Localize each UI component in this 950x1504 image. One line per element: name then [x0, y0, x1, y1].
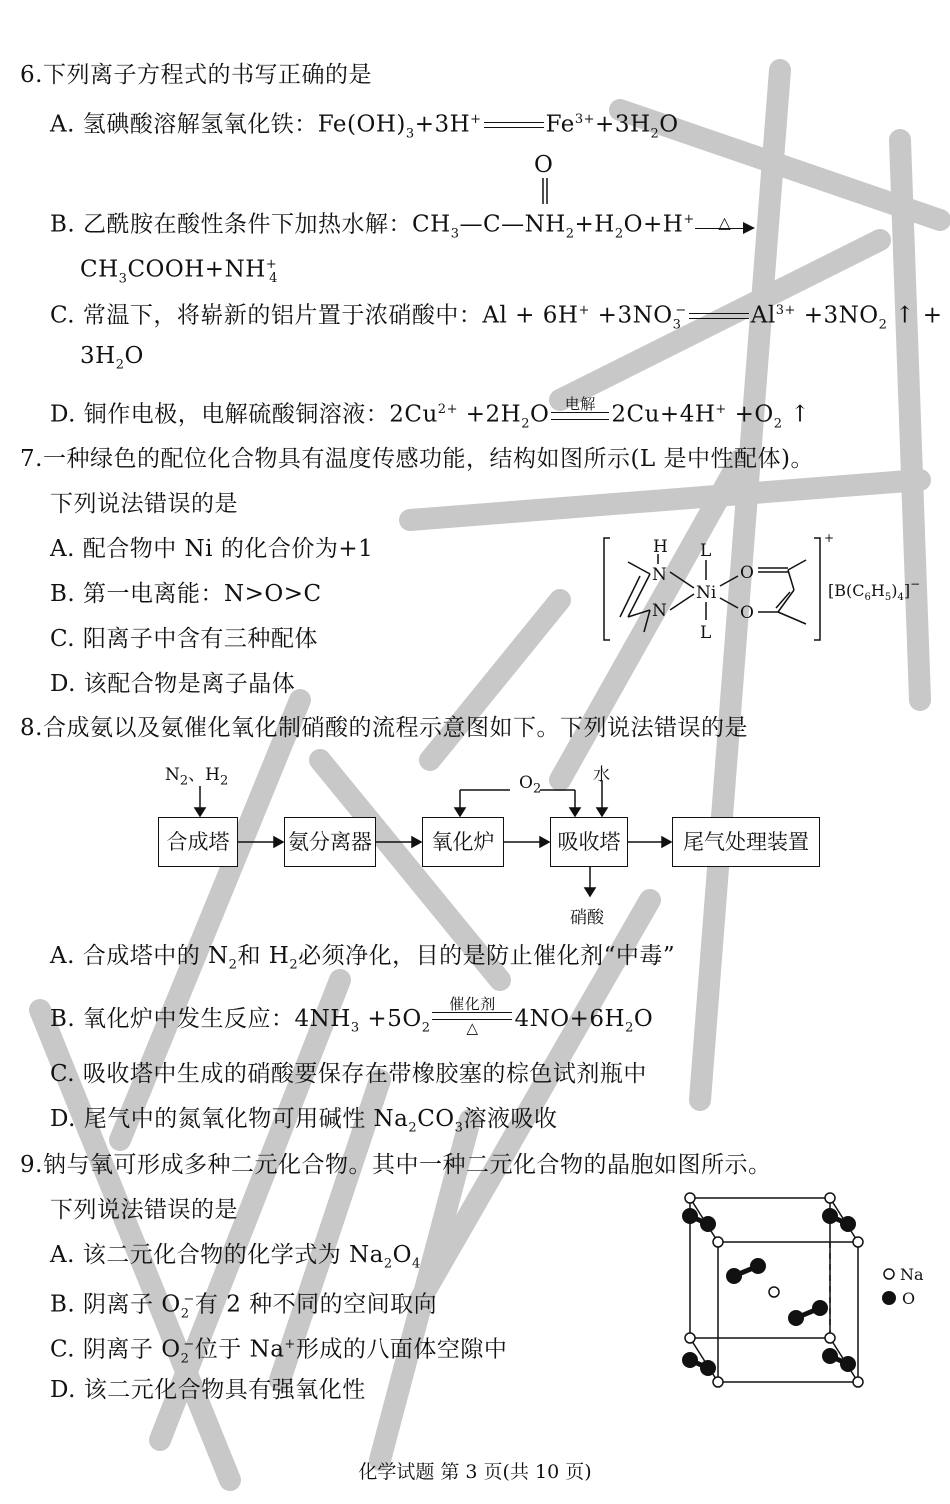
flow-acid-label: 硝酸 [570, 908, 604, 928]
q8-option-d: D. 尾气中的氮氧化物可用碱性 $Na_2CO_3$溶液吸收 [50, 1106, 558, 1136]
carbonyl-o: O [534, 152, 554, 178]
ligand-l-bottom-label: L [700, 623, 712, 643]
nickel-label: Ni [696, 583, 717, 603]
q7-option-c: C. 阳离子中含有三种配体 [50, 626, 318, 652]
na-atom [769, 1287, 779, 1297]
q9-stem-line2: 下列说法错误的是 [50, 1197, 238, 1223]
flow-box-absorption-tower: 吸收塔 [550, 817, 628, 867]
q7-option-d: D. 该配合物是离子晶体 [50, 671, 296, 697]
double-bond-icon [540, 178, 550, 206]
q8-option-b: B. 氧化炉中发生反应：$4NH_3 +5O_2$ 催化剂 △ $4NO+6H_2O$ [50, 995, 654, 1037]
o-atom [788, 1310, 804, 1326]
legend-na-swatch [884, 1269, 894, 1279]
crystal-cell-diagram [676, 1188, 936, 1398]
na-atom [685, 1333, 695, 1343]
o-atom [682, 1352, 698, 1368]
cation-charge-label: + [824, 532, 835, 545]
reaction-arrow-icon: △ [695, 216, 755, 236]
o-atom [682, 1208, 698, 1224]
na-atom [853, 1377, 863, 1387]
o-atom [840, 1216, 856, 1232]
q9-option-a: A. 该二元化合物的化学式为 $Na_2O_4$ [50, 1242, 421, 1272]
flow-water-label: 水 [593, 765, 610, 785]
legend-o-label: O [902, 1289, 916, 1308]
flow-box-synthesis-tower: 合成塔 [158, 817, 238, 867]
q7-stem-line2: 下列说法错误的是 [50, 491, 238, 517]
o-atom [840, 1356, 856, 1372]
o-atom [822, 1208, 838, 1224]
legend-na-label: Na [900, 1265, 924, 1284]
oxygen-top-label: O [740, 563, 754, 583]
q6-option-a: A. 氢碘酸溶解氢氧化铁：$Fe(OH)_3+3H^+$ $Fe^{3+}+3H_2O$ [50, 111, 679, 142]
legend-o-swatch [882, 1291, 896, 1305]
q8-option-c: C. 吸收塔中生成的硝酸要保存在带橡胶塞的棕色试剂瓶中 [50, 1061, 647, 1087]
nh-h-label: H [653, 537, 668, 557]
na-atom [685, 1193, 695, 1203]
q9-option-c: C. 阴离子 $O_2^-$位于 Na+形成的八面体空隙中 [50, 1336, 508, 1367]
amine-n-top-label: N [652, 565, 667, 585]
q6-option-b-line2: $CH_3COOH+NH^+_4$ [80, 256, 278, 287]
q9-stem-line1: 9.钠与氧可形成多种二元化合物。其中一种二元化合物的晶胞如图所示。 [20, 1152, 772, 1178]
o-atom [700, 1360, 716, 1376]
oxygen-bottom-label: O [740, 603, 754, 623]
q6-option-d: D. 铜作电极，电解硫酸铜溶液：$2Cu^{2+} +2H_2O$ 电解 $2Cu+4H^+ +O_2$ ↑ [50, 394, 811, 432]
q7-option-b: B. 第一电离能：N>O>C [50, 581, 322, 607]
q8-option-a: A. 合成塔中的 $N_2$和 $H_2$必须净化，目的是防止催化剂“中毒” [50, 943, 676, 973]
q6-stem: 6.下列离子方程式的书写正确的是 [20, 62, 372, 88]
flow-input-label: $N_2$、$H_2$ [165, 765, 229, 789]
o-atom [822, 1348, 838, 1364]
q9-option-b: B. 阴离子 $O_2^-$有 2 种不同的空间取向 [50, 1291, 438, 1322]
o-atom [726, 1268, 742, 1284]
equals-sign [484, 119, 544, 133]
o-atom [812, 1300, 828, 1316]
q9-option-d: D. 该二元化合物具有强氧化性 [50, 1377, 366, 1403]
q7-option-a: A. 配合物中 Ni 的化合价为+1 [50, 536, 374, 562]
flow-o2-label: $O_2$ [519, 773, 542, 797]
q6-option-c: C. 常温下，将崭新的铝片置于浓硝酸中：$Al + 6H^+ +3NO_3^-$ $Al^{3+} +3NO_2$ ↑ + [50, 302, 943, 333]
ligand-l-top-label: L [700, 541, 712, 561]
o-atom [700, 1216, 716, 1232]
page-footer: 化学试题 第 3 页(共 10 页) [358, 1461, 592, 1483]
na-atom [713, 1377, 723, 1387]
flow-box-ammonia-separator: 氨分离器 [284, 817, 376, 867]
na-atom [713, 1237, 723, 1247]
equals-sign [689, 310, 749, 324]
na-atom [825, 1333, 835, 1343]
amine-n-bottom-label: N [652, 601, 667, 621]
q7-stem-line1: 7.一种绿色的配位化合物具有温度传感功能，结构如图所示(L 是中性配体)。 [20, 446, 814, 472]
q6-option-b: B. 乙酰胺在酸性条件下加热水解：$CH_3—C—NH_2+H_2O+H^+$ △ [50, 205, 755, 249]
na-atom [825, 1193, 835, 1203]
q6-option-c-line2: $3H_2O$ [80, 343, 144, 373]
flow-box-oxidation-furnace: 氧化炉 [422, 817, 504, 867]
flow-box-tail-gas-treatment: 尾气处理装置 [672, 817, 820, 867]
o-atom [750, 1258, 766, 1274]
anion-formula-label: $[B(C_6H_5)_4]^-$ [828, 577, 921, 603]
q8-stem: 8.合成氨以及氨催化氧化制硝酸的流程示意图如下。下列说法错误的是 [20, 715, 748, 741]
nickel-complex-structure [598, 532, 938, 647]
na-atom [853, 1237, 863, 1247]
